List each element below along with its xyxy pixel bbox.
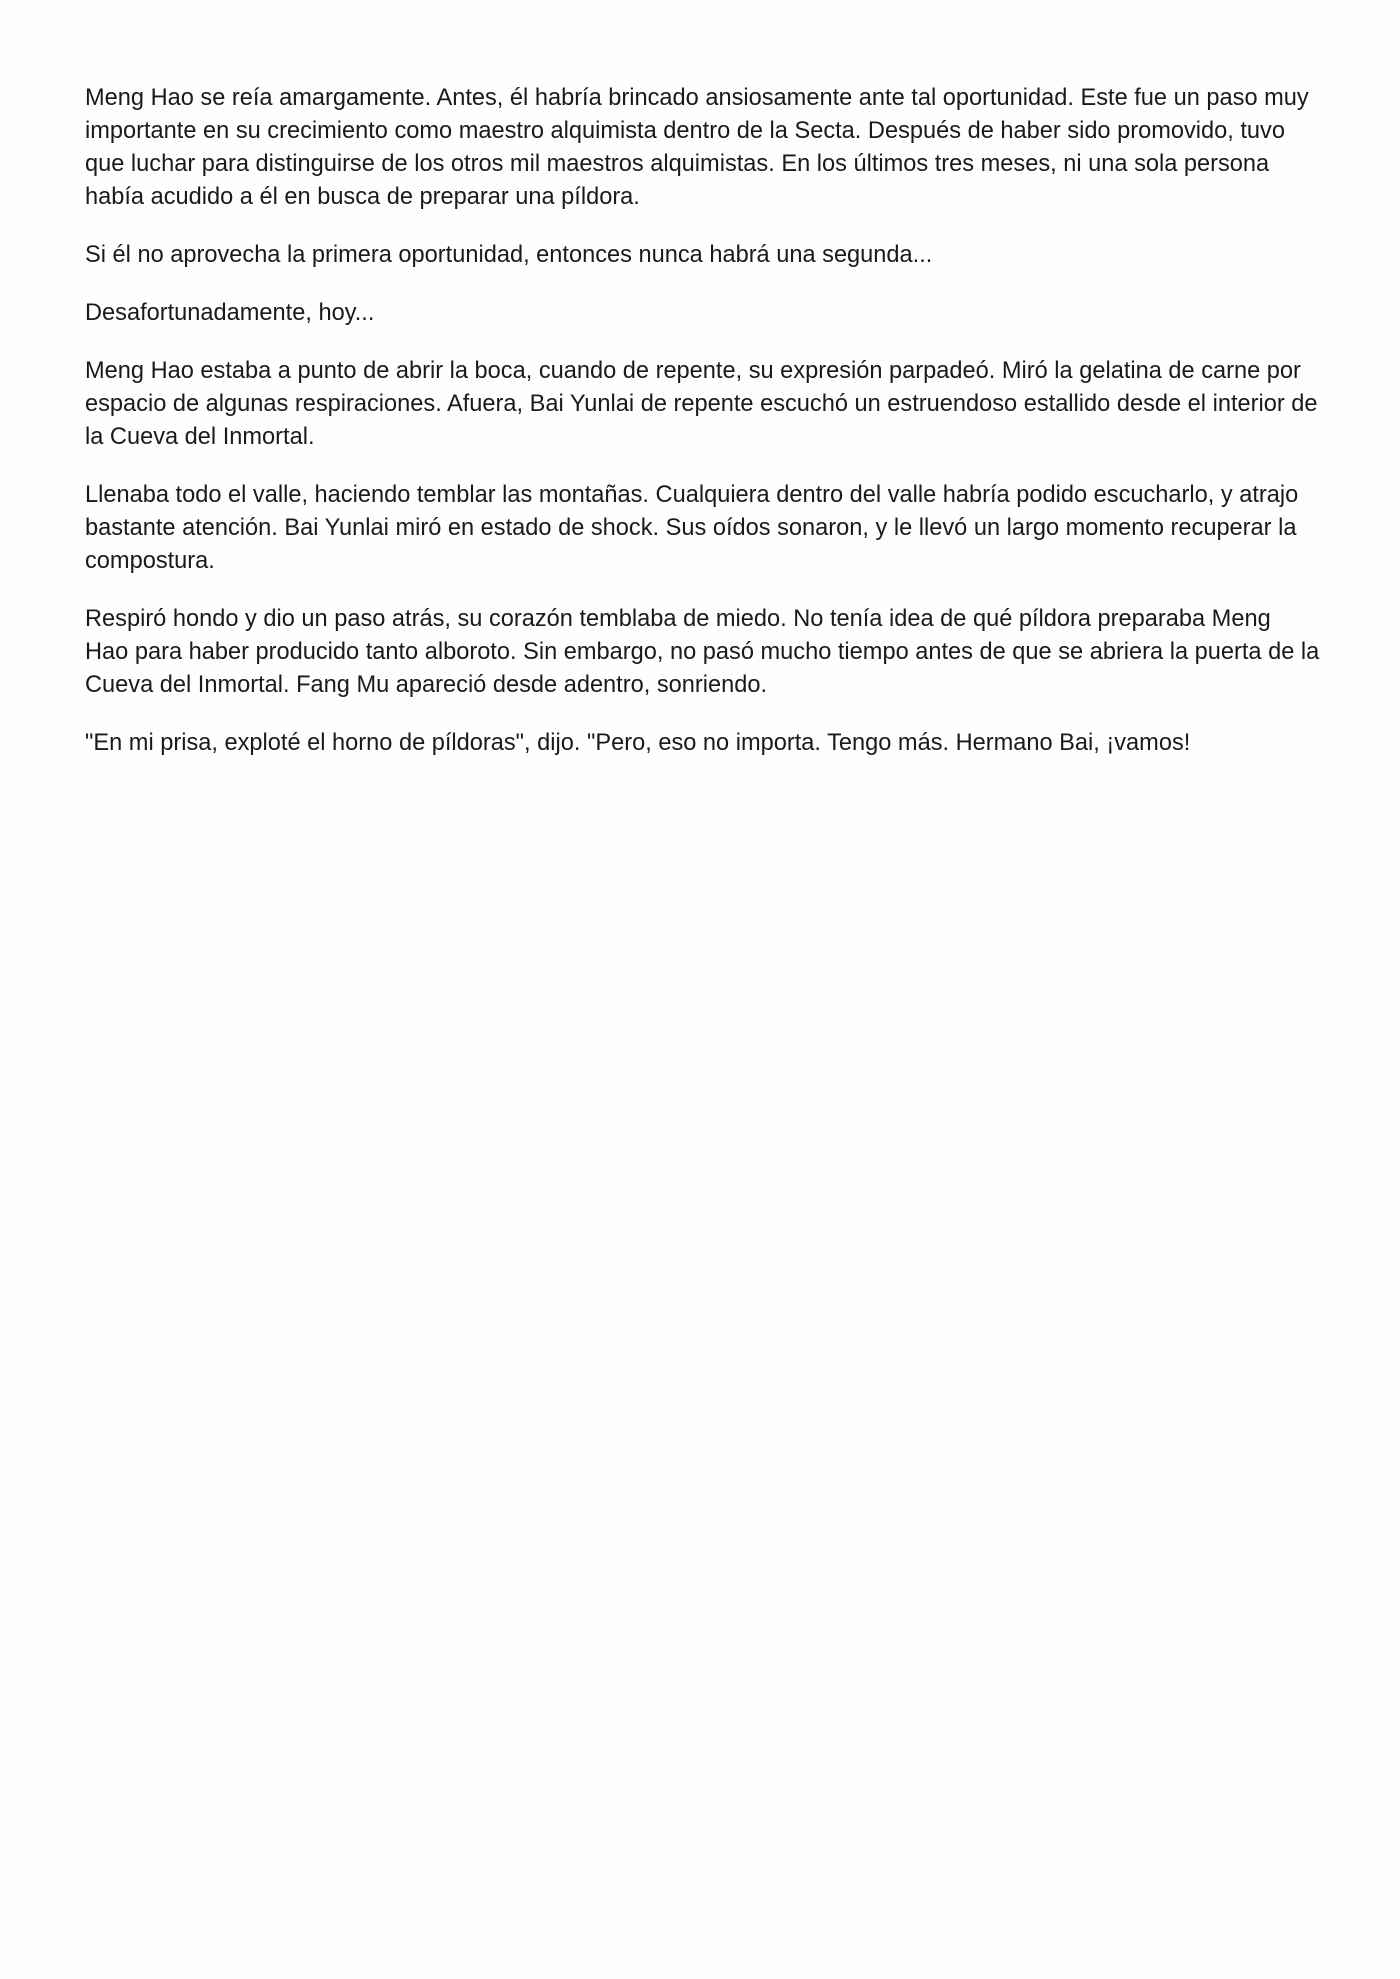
paragraph: Meng Hao estaba a punto de abrir la boca, cuando de repente, su expresión parpadeó. Miró la gelatina de carne por espacio de algunas respiraciones. Afuera, Bai Yunlai de repente escuchó un estruendoso estallido desde el interior de la Cueva del Inmortal. (85, 358, 1318, 450)
paragraph: "En mi prisa, exploté el horno de píldoras", dijo. "Pero, eso no importa. Tengo más. Hermano Bai, ¡vamos! (85, 730, 1191, 756)
paragraph: Respiró hondo y dio un paso atrás, su corazón temblaba de miedo. No tenía idea de qué píldora preparaba Meng Hao para haber producido tanto alboroto. Sin embargo, no pasó mucho tiempo antes de que se abriera la puerta de la Cueva del Inmortal. Fang Mu apareció desde adentro, sonriendo. (85, 606, 1320, 698)
paragraph: Desafortunadamente, hoy... (85, 300, 375, 326)
document-body (85, 82, 1320, 785)
paragraph: Meng Hao se reía amargamente. Antes, él habría brincado ansiosamente ante tal oportunidad. Este fue un paso muy importante en su crecimiento como maestro alquimista dentro de la Secta. Después de haber sido promovido, tuvo que luchar para distinguirse de los otros mil maestros alquimistas. En los últimos tres meses, ni una sola persona había acudido a él en busca de preparar una píldora. (85, 85, 1309, 210)
paragraph: Si él no aprovecha la primera oportunidad, entonces nunca habrá una segunda... (85, 242, 933, 268)
paragraph: Llenaba todo el valle, haciendo temblar las montañas. Cualquiera dentro del valle habría podido escucharlo, y atrajo bastante atención. Bai Yunlai miró en estado de shock. Sus oídos sonaron, y le llevó un largo momento recuperar la compostura. (85, 482, 1299, 574)
